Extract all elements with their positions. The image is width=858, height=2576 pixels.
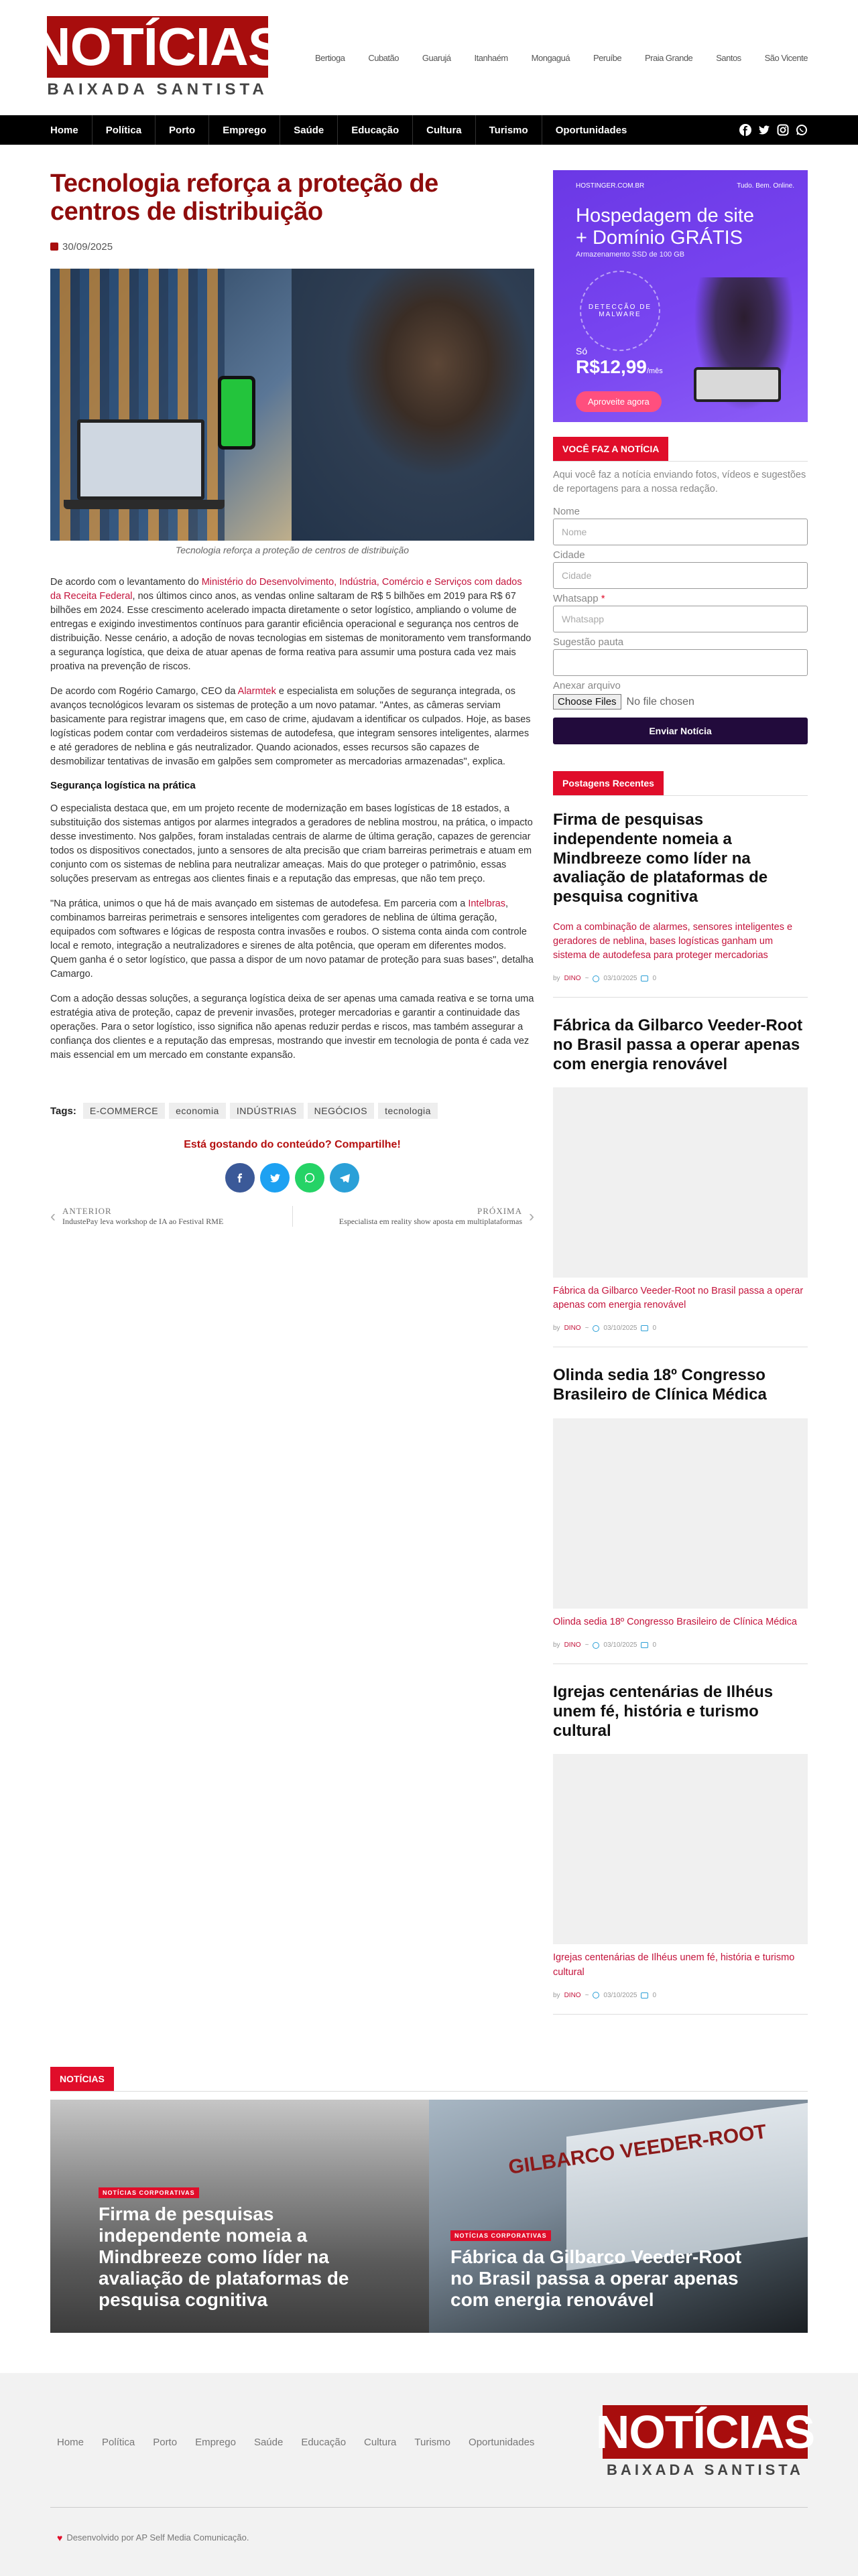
telegram-icon: [340, 1174, 350, 1182]
meta-by: by: [553, 1991, 560, 1999]
footer-menu: [57, 2437, 552, 2448]
laptop-graphic: [77, 419, 204, 500]
nav-item-porto[interactable]: Porto: [156, 115, 209, 145]
footer-link-educacao[interactable]: Educação: [301, 2436, 347, 2448]
facebook-icon: [235, 1173, 245, 1182]
tag-ecommerce[interactable]: E-COMMERCE: [83, 1103, 165, 1119]
footer-link-oportunidades[interactable]: Oportunidades: [469, 2436, 535, 2448]
meta-by: by: [553, 1325, 560, 1333]
main-nav: [0, 115, 858, 145]
nav-item-cultura[interactable]: Cultura: [413, 115, 476, 145]
comment-icon: [641, 1992, 648, 1998]
site-header: [0, 0, 858, 115]
recent-post-meta: [553, 1325, 808, 1332]
logo-main: NOTÍCIAS: [32, 17, 284, 76]
post-tags: [50, 1103, 534, 1119]
recent-post-meta: [553, 975, 808, 982]
post-date: [50, 241, 534, 253]
calendar-icon: [50, 243, 58, 251]
city-link-mongagua[interactable]: Mongaguá: [531, 52, 570, 63]
tag-industrias[interactable]: INDÚSTRIAS: [230, 1103, 304, 1119]
meta-comments[interactable]: 0: [652, 1641, 657, 1649]
site-footer: [0, 2373, 858, 2576]
image-caption: Tecnologia reforça a proteção de centros de distribuição: [175, 544, 410, 555]
next-label: PRÓXIMA: [477, 1206, 522, 1217]
news-card-category[interactable]: NOTÍCIAS CORPORATIVAS: [99, 2187, 199, 2198]
chevron-right-icon: ›: [529, 1207, 534, 1225]
city-link-sao-vicente[interactable]: São Vicente: [764, 52, 808, 63]
heart-icon: ♥: [57, 2532, 63, 2543]
meta-by: by: [553, 1641, 560, 1649]
chevron-left-icon: ‹: [50, 1207, 56, 1225]
news-section: [50, 2067, 808, 2333]
site-logo[interactable]: [32, 16, 284, 99]
footer-logo[interactable]: [595, 2405, 815, 2479]
next-post-link[interactable]: [292, 1206, 534, 1227]
twitter-icon: [270, 1174, 280, 1182]
ad-brand: HOSTINGER.COM.BR: [576, 182, 645, 190]
meta-sep: ~: [585, 1991, 589, 1999]
city-link-praia-grande[interactable]: Praia Grande: [644, 52, 693, 63]
meta-date: 03/10/2025: [603, 1991, 637, 1999]
footer-link-porto[interactable]: Porto: [153, 2436, 178, 2448]
twitter-icon[interactable]: [758, 124, 770, 136]
meta-comments[interactable]: 0: [652, 975, 657, 983]
recent-post-meta: [553, 1641, 808, 1649]
featured-image: [50, 269, 534, 541]
previous-label: ANTERIOR: [62, 1206, 112, 1217]
post-navigation: [50, 1206, 534, 1227]
meta-sep: ~: [585, 1641, 589, 1649]
tag-tecnologia[interactable]: tecnologia: [378, 1103, 438, 1119]
meta-author[interactable]: DINO: [564, 1641, 581, 1649]
footer-logo-box: [595, 2405, 815, 2459]
recent-posts-title: Postagens Recentes: [553, 771, 664, 795]
footer-link-politica[interactable]: Política: [102, 2436, 135, 2448]
submit-news-button[interactable]: Enviar Notícia: [553, 718, 808, 744]
whatsapp-label: [553, 593, 808, 604]
comment-icon: [641, 975, 648, 981]
recent-post-thumbnail[interactable]: [553, 1418, 808, 1609]
tags-label: Tags:: [50, 1105, 76, 1117]
form-description: Aqui você faz a notícia enviando fotos, vídeos e sugestões de reportagens para a nossa redação.: [553, 470, 806, 495]
share-telegram-button[interactable]: [330, 1163, 359, 1193]
paragraph-3: O especialista destaca que, em um projeto recente de modernização em bases logísticas de 18 estados, a substituição dos sistemas antigos por alarmes integrados a geradores de neblina mostrou, na prática, o impacto desse investimento. Nos galpões, foram instaladas centrais de alarme de última geração, capazes de gerenciar todos os dispositivos conectados, junto a sensores de alta precisão que criam barreiras perimetrais e atuam em conjunto com os sistemas de neblina para neutralizar ameaças. Mais do que proteger o patrimônio, essas soluções preservam as entregas aos clientes finais e a reputação das empresas, que não tem preço.: [50, 803, 533, 884]
ministerio-link[interactable]: Ministério do Desenvolvimento, Indústria, Comércio e Serviços com dados da Receita Federal: [50, 576, 522, 602]
gilbarco-sign: GILBARCO VEEDER-ROOT: [507, 2120, 768, 2179]
recent-post-excerpt[interactable]: Olinda sedia 18º Congresso Brasileiro de Clínica Médica: [553, 1617, 797, 1628]
footer-divider: [50, 2507, 808, 2508]
intelbras-link[interactable]: Intelbras: [468, 898, 505, 909]
comment-icon: [641, 1325, 648, 1331]
name-input[interactable]: Nome: [553, 519, 808, 545]
meta-sep: ~: [585, 1325, 589, 1333]
meta-comments[interactable]: 0: [652, 1325, 657, 1333]
paragraph-4: [50, 897, 534, 981]
meta-comments[interactable]: 0: [652, 1991, 657, 1999]
footer-link-saude[interactable]: Saúde: [253, 2436, 284, 2448]
recent-post-excerpt[interactable]: Fábrica da Gilbarco Veeder-Root no Brasil passa a operar apenas com energia renovável: [553, 1286, 804, 1311]
news-card-text: [99, 2186, 389, 2311]
ad-headline-2: + Domínio GRÁTIS: [576, 227, 743, 249]
ad-price-value: R$12,99: [576, 356, 647, 377]
ad-price-unit: /mês: [646, 367, 663, 375]
suggestion-input[interactable]: [553, 649, 808, 676]
share-buttons: [50, 1163, 534, 1193]
city-label: Cidade: [553, 549, 585, 561]
nav-item-politica[interactable]: Política: [93, 115, 156, 145]
meta-date: 03/10/2025: [603, 1641, 637, 1649]
previous-title: IndustePay leva workshop de IA ao Festival RME: [62, 1217, 224, 1227]
phone-graphic: [218, 376, 255, 450]
post-date-text: 30/09/2025: [62, 241, 113, 253]
share-title: Está gostando do conteúdo? Compartilhe!: [184, 1139, 401, 1151]
ad-subtext: Armazenamento SSD de 100 GB: [576, 251, 685, 259]
share-facebook-button[interactable]: [225, 1163, 255, 1193]
meta-date: 03/10/2025: [603, 1325, 637, 1333]
recent-post-title[interactable]: Olinda sedia 18º Congresso Brasileiro de Clínica Médica: [553, 1366, 767, 1404]
nav-item-educacao[interactable]: Educação: [338, 115, 413, 145]
article-body: [50, 575, 534, 1063]
name-label: Nome: [553, 506, 580, 518]
news-card-text: [450, 2229, 768, 2311]
news-card[interactable]: [50, 2100, 429, 2333]
person-graphic: [292, 269, 534, 541]
logo-sub: BAIXADA SANTISTA: [47, 80, 268, 98]
p4-text-a: "Na prática, unimos o que há de mais avançado em sistemas de autodefesa. Em parceria com a: [50, 898, 469, 909]
ad-price-label: Só: [576, 346, 588, 356]
recent-post: [553, 1016, 808, 1347]
post-title: Tecnologia reforça a proteção de centros de distribuição: [50, 170, 438, 226]
footer-credit-text[interactable]: Desenvolvido por AP Self Media Comunicação.: [66, 2532, 249, 2543]
ad-boombox-graphic: [694, 367, 781, 402]
alarmtek-link[interactable]: Alarmtek: [237, 685, 276, 697]
city-link-itanhaem[interactable]: Itanhaém: [474, 52, 508, 63]
comment-icon: [641, 1642, 648, 1648]
article-subheading: Segurança logística na prática: [50, 779, 196, 791]
city-link-bertioga[interactable]: Bertioga: [315, 52, 345, 63]
city-input[interactable]: Cidade: [553, 562, 808, 589]
ad-price: [576, 356, 663, 378]
divider: [553, 461, 808, 462]
news-grid: [50, 2100, 808, 2333]
whatsapp-icon[interactable]: [796, 124, 808, 136]
p2-text-a: De acordo com Rogério Camargo, CEO da: [50, 685, 238, 697]
ad-malware-badge: DETECÇÃO DE MALWARE: [580, 271, 660, 351]
paragraph-5: Com a adoção dessas soluções, a segurança logística deixa de ser apenas uma camada reativa e se torna uma estratégia ativa de proteção, capaz de prevenir invasões, proteger mercadorias e garantir a continuidade das operações. Para o setor logístico, isso significa não apenas reduzir perdas e riscos, mas também assegurar a confiança dos clientes e a reputação das empresas, mostrando que investir em tecnologia de ponta é cada vez mais essencial em um mercado em constante expansão.: [50, 993, 534, 1061]
city-link-cubatao[interactable]: Cubatão: [368, 52, 399, 63]
nav-item-turismo[interactable]: Turismo: [476, 115, 542, 145]
clock-icon: [593, 1642, 599, 1649]
nav-item-home[interactable]: Home: [50, 115, 93, 145]
ad-top-row: [576, 182, 794, 190]
meta-author[interactable]: DINO: [564, 1325, 581, 1333]
meta-author[interactable]: DINO: [564, 975, 581, 983]
city-link-santos[interactable]: Santos: [716, 52, 741, 63]
file-row: [553, 694, 808, 709]
logo-box: [32, 16, 284, 78]
nav-item-oportunidades[interactable]: Oportunidades: [555, 124, 627, 136]
p4-text-b: , combinamos barreiras perimetrais e sensores inteligentes com geradores de neblina de última geração, equipados com softwares e lógicas de resposta contra invasões e roubos. O sistema conta ainda com controle local e remoto, integração a neutralizadores e sirenes de alta potência, que operam em diferentes modos. Quem ganha é o setor logístico, que passa a dispor de um novo patamar de proteção para suas bases", detalha Camargo.: [50, 898, 534, 979]
ad-headline-1: Hospedagem de site: [576, 205, 754, 226]
divider: [553, 795, 808, 796]
recent-post-excerpt[interactable]: Com a combinação de alarmes, sensores inteligentes e geradores de neblina, bases logísticas ganham um sistema de autodefesa para proteger mercadorias: [553, 922, 793, 961]
recent-post-title[interactable]: Fábrica da Gilbarco Veeder-Root no Brasil passa a operar apenas com energia renovável: [553, 1016, 803, 1073]
instagram-icon[interactable]: [777, 124, 789, 136]
ad-headline: [576, 205, 754, 250]
clock-icon: [593, 1325, 599, 1332]
whatsapp-icon: [304, 1172, 315, 1183]
p1-text-b: , nos últimos cinco anos, as vendas online saltaram de R$ 5 bilhões em 2019 para R$ 67 bilhões em 2024. Esse crescimento acelerado impacta diretamente o setor logístico, ampliando o volume de entregas e exigindo investimentos contínuos para garantir eficiência operacional e segurança nos centros de distribuição. Nesse cenário, a adoção de novas tecnologias em sistemas de monitoramento vem transformando a segurança logística, que deixa de atuar apenas de forma reativa para assumir uma postura cada vez mais proativa na prevenção de riscos.: [50, 590, 532, 672]
clock-icon: [593, 975, 599, 982]
required-mark: *: [601, 593, 605, 605]
news-card-title[interactable]: Firma de pesquisas independente nomeia a Mindbreeze como líder na avaliação de plataformas de pesquisa cognitiva: [99, 2203, 349, 2311]
footer-logo-sub: BAIXADA SANTISTA: [607, 2461, 804, 2478]
next-title: Especialista em reality show aposta em multiplataformas: [339, 1217, 522, 1227]
nav-item-saude[interactable]: Saúde: [280, 115, 338, 145]
nav-menu: [50, 115, 640, 145]
paragraph-1: [50, 575, 534, 674]
footer-link-emprego[interactable]: Emprego: [195, 2436, 236, 2448]
nav-item-emprego[interactable]: Emprego: [209, 115, 280, 145]
news-section-title: NOTÍCIAS: [50, 2067, 114, 2091]
recent-post-excerpt[interactable]: Igrejas centenárias de Ilhéus unem fé, história e turismo cultural: [553, 1952, 795, 1978]
meta-sep: ~: [585, 975, 589, 983]
ad-tagline: Tudo. Bem. Online.: [737, 182, 794, 190]
p2-text-b: e especialista em soluções de segurança integrada, os avanços tecnológicos levaram os sistemas de proteção a um novo patamar. "Antes, as câmeras serviam basicamente para registrar imagens que, em caso de crime, ajudavam a identificar os culpados. Hoje, as bases logísticas podem contar com verdadeiros sistemas de autodefesa, que integram sensores inteligentes, alarmes e até geradores de neblina e gás neutralizador. Quando acionados, esses recursos são capazes de desmobilizar tentativas de invasão em galpões sem comprometer as mercadorias armazenadas", explica.: [50, 685, 531, 767]
share-whatsapp-button[interactable]: [295, 1163, 324, 1193]
article: [50, 170, 534, 2033]
file-status: No file chosen: [626, 695, 694, 707]
ad-cta-button[interactable]: Aproveite agora: [576, 391, 662, 412]
share-twitter-button[interactable]: [260, 1163, 290, 1193]
sidebar: [553, 170, 808, 2033]
main-area: [50, 145, 808, 2033]
meta-date: 03/10/2025: [603, 975, 637, 983]
footer-link-cultura[interactable]: Cultura: [364, 2436, 397, 2448]
facebook-icon[interactable]: [739, 124, 751, 136]
news-card[interactable]: [429, 2100, 808, 2333]
meta-by: by: [553, 975, 560, 983]
news-card-title[interactable]: Fábrica da Gilbarco Veeder-Root no Brasil passa a operar apenas com energia renovável: [450, 2246, 742, 2311]
recent-post: [553, 1683, 808, 2014]
footer-link-turismo[interactable]: Turismo: [414, 2436, 451, 2448]
suggestion-label: Sugestão pauta: [553, 636, 624, 649]
tag-economia[interactable]: economia: [169, 1103, 226, 1119]
news-card-category[interactable]: NOTÍCIAS CORPORATIVAS: [450, 2230, 551, 2241]
city-link-guaruja[interactable]: Guarujá: [422, 52, 451, 63]
laptop-base-graphic: [64, 500, 225, 509]
recent-post-meta: [553, 1992, 808, 1999]
footer-credit: [57, 2532, 249, 2543]
recent-post-title[interactable]: Firma de pesquisas independente nomeia a Mindbreeze como líder na avaliação de plataformas de pesquisa cognitiva: [553, 811, 768, 906]
footer-link-home[interactable]: Home: [57, 2436, 84, 2448]
social-links: [739, 124, 808, 136]
whatsapp-input[interactable]: Whatsapp: [553, 606, 808, 632]
recent-post: [553, 811, 808, 998]
meta-author[interactable]: DINO: [564, 1991, 581, 1999]
clock-icon: [593, 1992, 599, 1998]
hosting-ad-banner[interactable]: [553, 170, 808, 422]
previous-post-link[interactable]: [50, 1206, 292, 1227]
paragraph-2: [50, 685, 534, 769]
whatsapp-label-text: Whatsapp: [553, 593, 599, 605]
tag-negocios[interactable]: NEGÓCIOS: [308, 1103, 374, 1119]
city-link-peruibe[interactable]: Peruíbe: [593, 52, 622, 63]
file-label: Anexar arquivo: [553, 680, 621, 692]
p1-text-a: De acordo com o levantamento do: [50, 576, 202, 588]
recent-post-thumbnail[interactable]: [553, 1087, 808, 1278]
recent-post-title[interactable]: Igrejas centenárias de Ilhéus unem fé, história e turismo cultural: [553, 1683, 774, 1740]
footer-logo-main: NOTÍCIAS: [595, 2405, 815, 2458]
choose-files-button[interactable]: Choose Files: [553, 694, 621, 709]
recent-post: [553, 1366, 808, 1664]
form-widget-title: VOCÊ FAZ A NOTÍCIA: [553, 437, 668, 461]
divider: [50, 2091, 808, 2092]
recent-post-thumbnail[interactable]: [553, 1754, 808, 1944]
city-menu: [315, 53, 808, 63]
